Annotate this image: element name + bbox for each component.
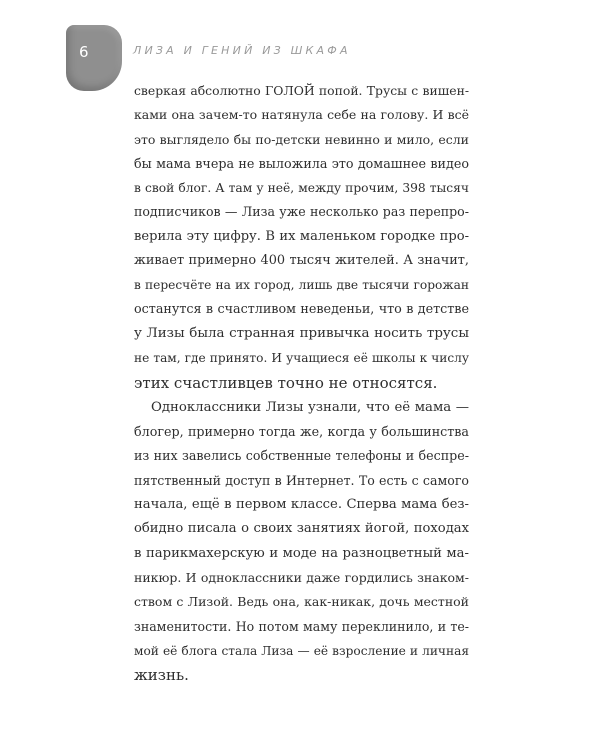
text-line: подписчиков — Лиза уже несколько раз перепро- xyxy=(134,204,469,220)
text-line: никюр. И одноклассники даже гордились знаком- xyxy=(134,569,469,585)
text-line: в пересчёте на их город, лишь две тысячи горожан xyxy=(134,278,469,293)
text-line: бы мама вчера не выложила это домашнее видео xyxy=(134,155,469,171)
text-line: обидно писала о своих занятиях йогой, походах xyxy=(134,521,469,537)
text-line: пятственный доступ в Интернет. То есть с самого xyxy=(134,472,469,488)
text-line: жизнь. xyxy=(134,666,189,685)
text-line: начала, ещё в первом классе. Сперва мама без- xyxy=(134,497,469,513)
text-line: ством с Лизой. Ведь она, как-никак, дочь местной xyxy=(134,594,469,610)
running-header-title: ЛИЗА И ГЕНИЙ ИЗ ШКАФА xyxy=(133,44,351,57)
text-line: останутся в счастливом неведеньи, что в детстве xyxy=(134,301,469,317)
text-line: не там, где принято. И учащиеся её школы к числу xyxy=(134,351,469,366)
text-line: этих счастливцев точно не относятся. xyxy=(134,373,438,392)
text-line: мой её блога стала Лиза — её взросление и личная xyxy=(134,643,469,658)
text-line: из них завелись собственные телефоны и беспре- xyxy=(134,448,469,464)
text-line: живает примерно 400 тысяч жителей. А значит, xyxy=(134,253,469,269)
text-line: в свой блог. А там у неё, между прочим, 398 тысяч xyxy=(134,181,469,196)
text-line: блогер, примерно тогда же, когда у большинства xyxy=(134,424,469,440)
paragraph-1 xyxy=(134,79,469,395)
text-line: знаменитости. Но потом маму переклинило, и те- xyxy=(134,618,469,634)
text-line: это выглядело бы по-детски невинно и мило, если xyxy=(134,131,469,147)
text-line: у Лизы была странная привычка носить трусы xyxy=(134,325,469,341)
page-number: 6 xyxy=(79,43,90,61)
page-number-tab xyxy=(66,25,122,91)
text-line: ками она зачем-то натянула себе на голову. И всё xyxy=(134,107,469,123)
text-line: в парикмахерскую и моде на разноцветный ма- xyxy=(134,545,469,561)
body-text xyxy=(134,79,469,687)
text-line: верила эту цифру. В их маленьком городке про- xyxy=(134,228,469,244)
text-line: Одноклассники Лизы узнали, что её мама — xyxy=(151,399,469,415)
paragraph-2 xyxy=(134,396,469,688)
text-line: сверкая абсолютно ГОЛОЙ попой. Трусы с вишен- xyxy=(134,83,469,98)
